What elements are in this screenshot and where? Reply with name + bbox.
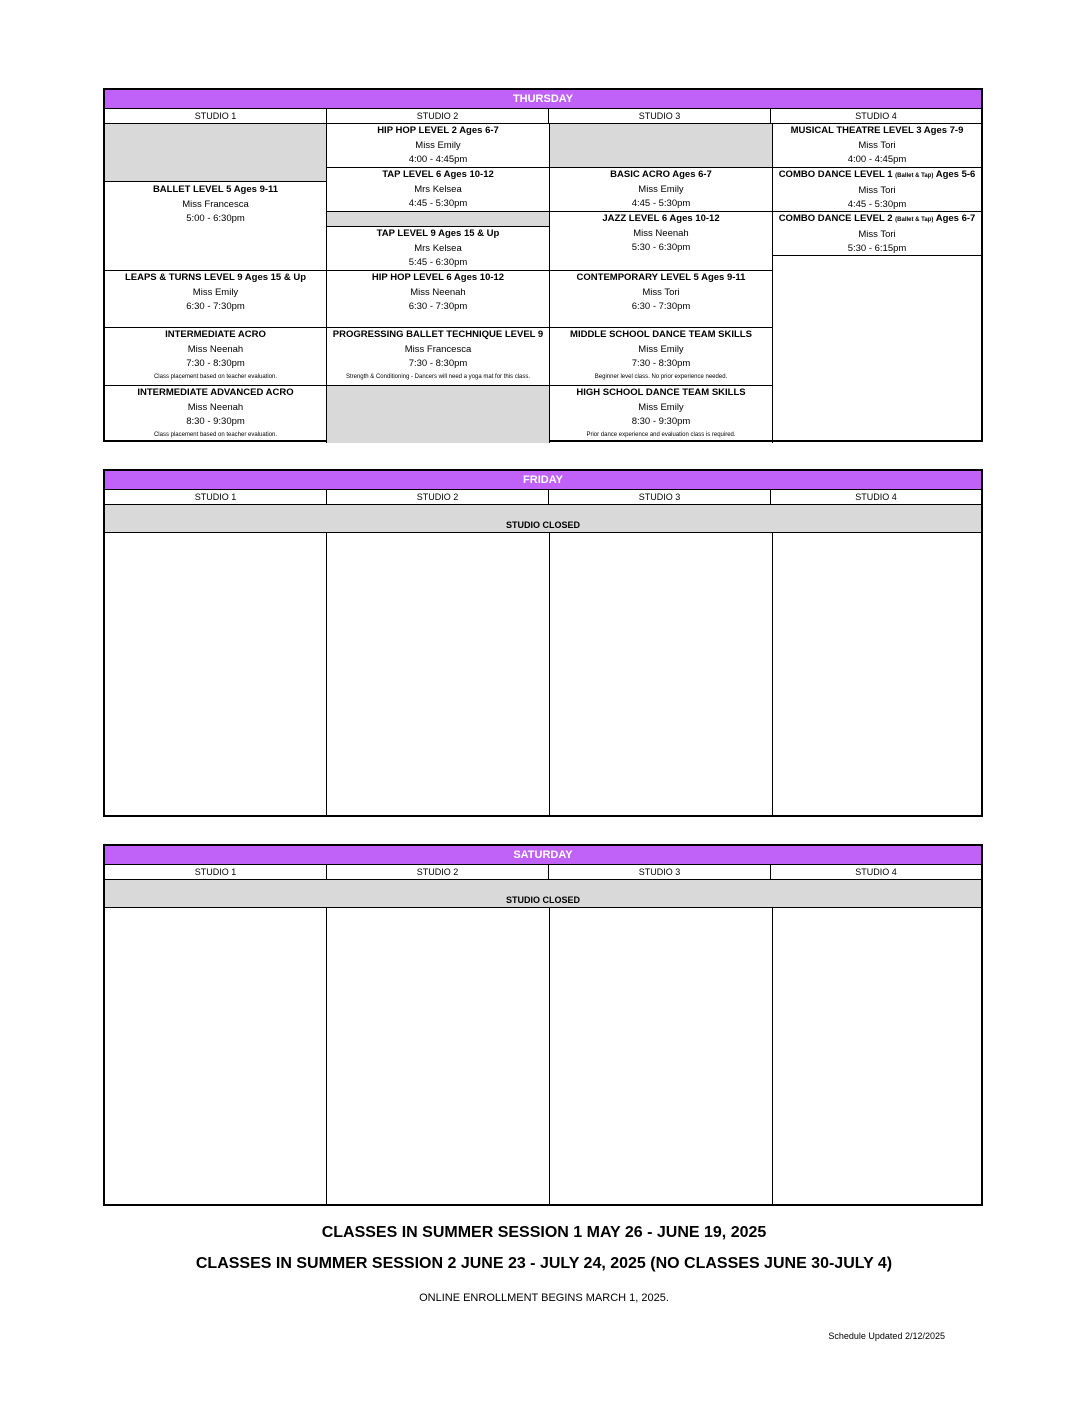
- day-title: FRIDAY: [105, 471, 981, 490]
- class-time: 5:30 - 6:15pm: [847, 243, 907, 254]
- class-time: 5:45 - 6:30pm: [408, 257, 468, 268]
- class-time: 4:00 - 4:45pm: [847, 154, 907, 165]
- class-time: 6:30 - 7:30pm: [631, 301, 691, 312]
- class-cell: [327, 124, 549, 167]
- studio-4-header: STUDIO 4: [855, 867, 897, 877]
- class-cell: [550, 327, 772, 385]
- class-note: Class placement based on teacher evaluation.: [153, 373, 278, 380]
- empty-slot: [550, 124, 772, 167]
- studio-4-header: STUDIO 4: [855, 492, 897, 502]
- class-time: 4:45 - 5:30pm: [408, 198, 468, 209]
- day-title: SATURDAY: [105, 846, 981, 865]
- class-title: HIP HOP LEVEL 6 Ages 10-12: [371, 272, 505, 283]
- studio-header-row: [105, 865, 981, 880]
- class-cell: [773, 124, 981, 167]
- saturday-grid: [105, 908, 981, 1205]
- class-time: 6:30 - 7:30pm: [186, 301, 245, 312]
- class-teacher: Miss Francesca: [182, 198, 249, 210]
- class-teacher: Miss Emily: [638, 343, 684, 355]
- studio-1-header: STUDIO 1: [105, 490, 327, 504]
- studio-header-row: [105, 109, 981, 124]
- session-2-dates: CLASSES IN SUMMER SESSION 2 JUNE 23 - JULY 24, 2025 (NO CLASSES JUNE 30-JULY 4): [195, 1255, 893, 1272]
- class-teacher: Mrs Kelsea: [414, 183, 462, 195]
- empty-slot: [327, 385, 549, 443]
- studio-closed-banner: STUDIO CLOSED: [105, 505, 981, 533]
- studio-header-row: [105, 490, 981, 505]
- thursday-grid: [105, 124, 981, 443]
- studio-4-header: STUDIO 4: [855, 111, 897, 121]
- class-cell: [105, 327, 326, 385]
- class-title: INTERMEDIATE ADVANCED ACRO: [137, 387, 294, 398]
- class-note: Class placement based on teacher evaluation.: [153, 431, 278, 438]
- studio-3-header: STUDIO 3: [549, 109, 771, 123]
- class-time: 8:30 - 9:30pm: [186, 416, 245, 427]
- class-cell: [105, 385, 326, 443]
- class-teacher: Miss Neenah: [410, 286, 466, 298]
- class-teacher: Miss Emily: [638, 183, 684, 195]
- friday-grid: [105, 533, 981, 816]
- class-cell: [550, 167, 772, 211]
- class-title: BALLET LEVEL 5 Ages 9-11: [152, 184, 279, 195]
- class-time: 7:30 - 8:30pm: [408, 358, 468, 369]
- class-title: MIDDLE SCHOOL DANCE TEAM SKILLS: [570, 329, 752, 340]
- day-title: THURSDAY: [105, 90, 981, 109]
- class-title: TAP LEVEL 9 Ages 15 & Up: [376, 228, 500, 239]
- class-title: COMBO DANCE LEVEL 1 (Ballet & Tap) Ages 5-6: [778, 169, 976, 180]
- class-time: 4:45 - 5:30pm: [631, 198, 691, 209]
- class-cell: [550, 270, 772, 327]
- class-title: MUSICAL THEATRE LEVEL 3 Ages 7-9: [790, 125, 964, 136]
- class-title: JAZZ LEVEL 6 Ages 10-12: [602, 213, 720, 224]
- class-time: 6:30 - 7:30pm: [408, 301, 468, 312]
- studio-2-header: STUDIO 2: [327, 109, 549, 123]
- class-title: BASIC ACRO Ages 6-7: [610, 169, 712, 180]
- class-cell: [550, 211, 772, 270]
- class-cell: [327, 226, 549, 270]
- class-title: HIGH SCHOOL DANCE TEAM SKILLS: [576, 387, 746, 398]
- class-note: Prior dance experience and evaluation class is required.: [586, 431, 736, 438]
- class-cell: [327, 327, 549, 385]
- studio-3-header: STUDIO 3: [549, 490, 771, 504]
- studio-1-header: STUDIO 1: [105, 109, 327, 123]
- class-title: TAP LEVEL 6 Ages 10-12: [382, 169, 494, 180]
- class-teacher: Miss Tori: [858, 228, 896, 240]
- class-teacher: Mrs Kelsea: [414, 242, 462, 254]
- class-cell: [773, 167, 981, 211]
- class-cell: [773, 211, 981, 256]
- studio-3-header: STUDIO 3: [549, 865, 771, 879]
- class-time: 8:30 - 9:30pm: [631, 416, 691, 427]
- class-cell: [105, 182, 326, 270]
- class-note: Strength & Conditioning - Dancers will need a yoga mat for this class.: [345, 373, 531, 380]
- empty-slot: [327, 211, 549, 226]
- class-teacher: Miss Neenah: [633, 227, 689, 239]
- class-time: 5:30 - 6:30pm: [631, 242, 691, 253]
- class-time: 5:00 - 6:30pm: [186, 213, 245, 224]
- class-title: PROGRESSING BALLET TECHNIQUE LEVEL 9: [332, 329, 544, 340]
- enrollment-note: ONLINE ENROLLMENT BEGINS MARCH 1, 2025.: [419, 1292, 669, 1304]
- class-teacher: Miss Tori: [642, 286, 680, 298]
- studio-2-header: STUDIO 2: [327, 865, 549, 879]
- class-teacher: Miss Neenah: [187, 343, 244, 355]
- class-time: 7:30 - 8:30pm: [186, 358, 245, 369]
- studio-1-header: STUDIO 1: [105, 865, 327, 879]
- class-cell: [327, 270, 549, 327]
- class-note: Beginner level class. No prior experience needed.: [594, 373, 728, 380]
- class-teacher: Miss Emily: [638, 401, 684, 413]
- class-time: 4:45 - 5:30pm: [847, 199, 907, 210]
- saturday-table: [103, 844, 983, 1206]
- class-teacher: Miss Francesca: [404, 343, 472, 355]
- class-cell: [327, 167, 549, 211]
- studio-closed-banner: STUDIO CLOSED: [105, 880, 981, 908]
- thursday-table: [103, 88, 983, 442]
- class-title: HIP HOP LEVEL 2 Ages 6-7: [377, 125, 499, 136]
- class-teacher: Miss Neenah: [187, 401, 244, 413]
- class-teacher: Miss Emily: [415, 139, 461, 151]
- class-cell: [550, 385, 772, 443]
- schedule-updated: Schedule Updated 2/12/2025: [828, 1331, 945, 1341]
- class-title: CONTEMPORARY LEVEL 5 Ages 9-11: [576, 272, 746, 283]
- class-title: LEAPS & TURNS LEVEL 9 Ages 15 & Up: [124, 272, 307, 283]
- class-time: 7:30 - 8:30pm: [631, 358, 691, 369]
- class-cell: [105, 270, 326, 327]
- class-title: INTERMEDIATE ACRO: [165, 329, 266, 340]
- class-title: COMBO DANCE LEVEL 2 (Ballet & Tap) Ages 6-7: [778, 213, 976, 224]
- class-teacher: Miss Emily: [192, 286, 239, 298]
- session-1-dates: CLASSES IN SUMMER SESSION 1 MAY 26 - JUNE 19, 2025: [321, 1224, 767, 1241]
- studio-2-header: STUDIO 2: [327, 490, 549, 504]
- empty-slot: [105, 124, 326, 182]
- class-time: 4:00 - 4:45pm: [408, 154, 468, 165]
- friday-table: [103, 469, 983, 817]
- class-teacher: Miss Tori: [858, 139, 896, 151]
- class-teacher: Miss Tori: [858, 184, 896, 196]
